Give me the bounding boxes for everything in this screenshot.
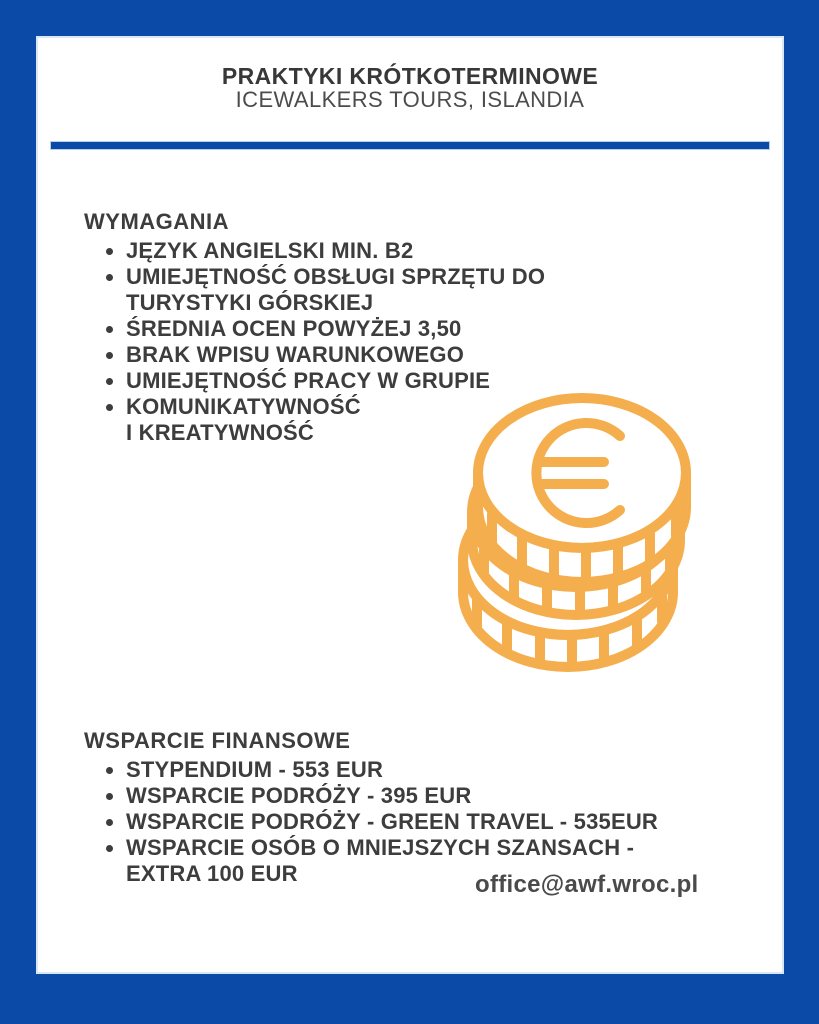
list-item: [126, 238, 545, 264]
list-item-text: TURYSTYKI GÓRSKIEJ: [126, 290, 374, 315]
euro-coins-icon: [452, 390, 710, 688]
list-item-text: I KREATYWNOŚĆ: [126, 420, 314, 445]
list-item: [126, 316, 545, 342]
list-item-text: ŚREDNIA OCEN POWYŻEJ 3,50: [126, 316, 462, 341]
list-item-text: WSPARCIE PODRÓŻY - GREEN TRAVEL - 535EUR: [126, 809, 659, 834]
list-item: [126, 783, 658, 809]
list-item-text: KOMUNIKATYWNOŚĆ: [126, 394, 361, 419]
list-item-text: JĘZYK ANGIELSKI MIN. B2: [126, 238, 414, 263]
financial-list: [84, 757, 658, 887]
list-item-text: WSPARCIE OSÓB O MNIEJSZYCH SZANSACH -: [126, 835, 635, 860]
header: [36, 64, 784, 112]
contact-email: office@awf.wroc.pl: [475, 871, 699, 898]
list-item-text: STYPENDIUM - 553 EUR: [126, 757, 384, 782]
list-item-text: WSPARCIE PODRÓŻY - 395 EUR: [126, 783, 472, 808]
list-item-text: UMIEJĘTNOŚĆ OBSŁUGI SPRZĘTU DO: [126, 264, 546, 289]
financial-heading: WSPARCIE FINANSOWE: [84, 728, 351, 753]
requirements-heading: WYMAGANIA: [84, 209, 230, 234]
divider-rule: [50, 141, 770, 150]
page-subtitle: ICEWALKERS TOURS, ISLANDIA: [235, 87, 585, 112]
poster-panel: [36, 36, 784, 974]
list-item: [126, 757, 658, 783]
list-item: [126, 264, 545, 316]
financial-section: [84, 728, 658, 887]
list-item-text: BRAK WPISU WARUNKOWEGO: [126, 342, 465, 367]
list-item: [126, 809, 658, 835]
list-item-text: UMIEJĘTNOŚĆ PRACY W GRUPIE: [126, 368, 491, 393]
page-title: PRAKTYKI KRÓTKOTERMINOWE: [221, 63, 599, 89]
list-item: [126, 342, 545, 368]
list-item-text: EXTRA 100 EUR: [126, 861, 298, 886]
